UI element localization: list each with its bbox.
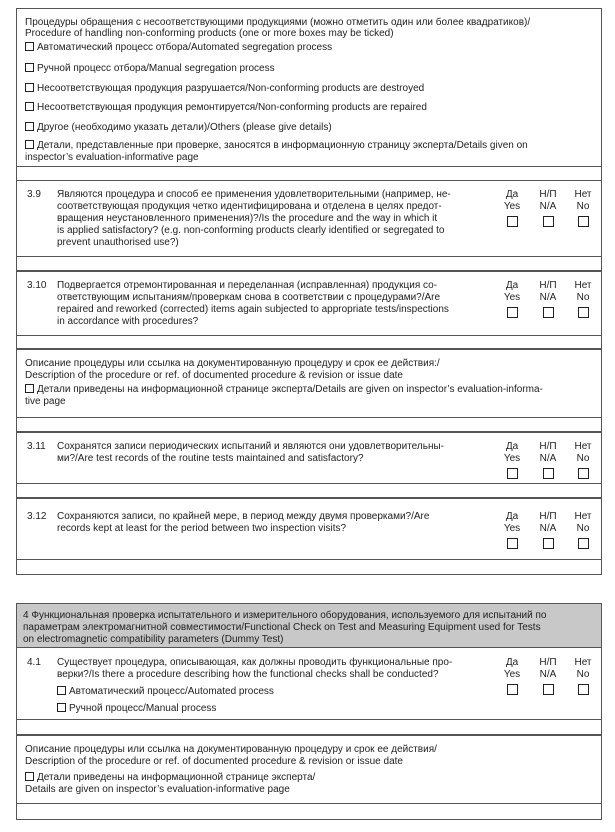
section-4-header [16, 603, 602, 648]
option-destroyed[interactable]: Несоответствующая продукция разрушается/Non-conforming products are destroyed [25, 83, 601, 95]
option-automated-segregation[interactable]: Автоматический процесс отбора/Automated segregation process [25, 42, 601, 54]
checkbox[interactable] [578, 307, 589, 318]
checkbox[interactable] [578, 468, 589, 479]
description-line-2: Description of the procedure or ref. of documented procedure & revision or issue date [25, 756, 403, 767]
question-3-12-block [16, 498, 602, 575]
checkbox[interactable] [578, 538, 589, 549]
checkbox[interactable] [543, 538, 554, 549]
answer-no[interactable]: Нет No [568, 511, 598, 552]
answer-yes[interactable]: Да Yes [497, 511, 527, 552]
checkbox[interactable] [25, 122, 34, 131]
checkbox[interactable] [507, 216, 518, 227]
question-text: Являются процедура и способ ее применения удовлетворительными (например, не- соответствующая продукция четко идентифицирована и отделена в целях предот- вращения неустановленного применения)?/Is the procedure and the way in which it is applied satisfactory? (e.g. non-conforming products clearly identified or segregated to prevent unauthorised use?) [57, 189, 451, 248]
checkbox[interactable] [507, 538, 518, 549]
divider [17, 335, 601, 336]
handling-intro-line-1: Процедуры обращения с несоответствующими продукциями (можно отметить один или более квадратиков)/ [25, 17, 531, 28]
checkbox[interactable] [25, 63, 34, 72]
details-continuation: Details are given on inspector’s evaluation-informative page [25, 784, 290, 795]
details-continuation: inspector’s evaluation-informative page [25, 152, 199, 163]
description-line-1: Описание процедуры или ссылка на документированную процедуру и срок ее действия/ [25, 744, 437, 755]
checkbox[interactable] [25, 140, 34, 149]
divider [17, 719, 601, 720]
section-4-title-line-1: 4 Функциональная проверка испытательного и измерительного оборудования, используемого для испытаний по [23, 610, 547, 621]
description-line-2: Description of the procedure or ref. of documented procedure & revision or issue date [25, 370, 403, 381]
question-3-9-block [16, 180, 602, 271]
question-3-10-block [16, 271, 602, 349]
checkbox[interactable] [578, 684, 589, 695]
option-details-on-page[interactable]: Детали приведены на информационной странице эксперта/ [25, 772, 601, 784]
divider [17, 559, 601, 560]
section-4-title-line-2: параметрам электромагнитной совместимости/Functional Check on Test and Measuring Equipment used for Tests [23, 622, 541, 633]
divider [17, 256, 601, 257]
option-others[interactable]: Другое (необходимо указать детали)/Others (please give details) [25, 122, 601, 134]
answer-na[interactable]: Н/П N/A [533, 511, 563, 552]
checkbox[interactable] [507, 684, 518, 695]
divider [17, 166, 601, 167]
question-number: 3.12 [27, 511, 47, 522]
question-number: 3.11 [27, 441, 46, 452]
checkbox[interactable] [543, 307, 554, 318]
checkbox[interactable] [57, 686, 66, 695]
checkbox[interactable] [25, 772, 34, 781]
checkbox[interactable] [507, 468, 518, 479]
checkbox[interactable] [25, 102, 34, 111]
option-details-on-page[interactable]: Детали приведены на информационной странице эксперта/Details are given on inspector’s evaluation-informa- [25, 384, 601, 396]
answer-no[interactable]: Нет No [568, 441, 598, 482]
procedure-description-block-2 [16, 735, 602, 820]
checkbox[interactable] [578, 216, 589, 227]
description-line-1: Описание процедуры или ссылка на документированную процедуру и срок ее действия:/ [25, 358, 440, 369]
question-4-1-block [16, 648, 602, 735]
answer-no[interactable]: Нет No [568, 280, 598, 321]
answer-no[interactable]: Нет No [568, 657, 598, 698]
checkbox[interactable] [543, 684, 554, 695]
answer-na[interactable]: Н/П N/A [533, 657, 563, 698]
option-manual-process[interactable]: Ручной процесс/Manual process [57, 703, 216, 715]
answer-yes[interactable]: Да Yes [497, 280, 527, 321]
checkbox[interactable] [543, 216, 554, 227]
question-text: Существует процедура, описывающая, как должны проводить функциональные про- верки?/Is there a procedure describing how the functional checks shall be conducted? [57, 657, 453, 680]
checkbox[interactable] [25, 42, 34, 51]
section-4-title-line-3: on electromagnetic compatibility parameters (Dummy Test) [23, 634, 284, 645]
option-automated-process[interactable]: Автоматический процесс/Automated process [57, 686, 274, 698]
question-text: Сохранятся записи периодических испытаний и являются они удовлетворительны- ми?/Are test records of the routine tests maintained and satisfactory? [57, 441, 444, 464]
answer-na[interactable]: Н/П N/A [533, 280, 563, 321]
checkbox[interactable] [57, 703, 66, 712]
checkbox[interactable] [507, 307, 518, 318]
question-number: 3.9 [27, 189, 41, 200]
handling-procedures-block [16, 8, 602, 195]
question-number: 4.1 [27, 657, 41, 668]
divider [17, 417, 601, 418]
option-manual-segregation[interactable]: Ручной процесс отбора/Manual segregation process [25, 63, 601, 75]
question-text: Подвергается отремонтированная и переделанная (исправленная) продукция со- ответствующим испытаниям/проверкам снова в соответствии с процедурами?/Are repaired and reworked (corrected) items again subjected to appropriate tests/inspections in accordance with procedures? [57, 280, 449, 327]
checkbox[interactable] [25, 384, 34, 393]
checkbox[interactable] [25, 83, 34, 92]
question-3-11-block [16, 432, 602, 498]
answer-yes[interactable]: Да Yes [497, 657, 527, 698]
handling-intro-line-2: Procedure of handling non-conforming products (one or more boxes may be ticked) [25, 28, 394, 39]
answer-na[interactable]: Н/П N/A [533, 189, 563, 230]
answer-no[interactable]: Нет No [568, 189, 598, 230]
divider [17, 483, 601, 484]
question-text: Сохраняются записи, по крайней мере, в период между двумя проверками?/Are records kept at least for the period between two inspection visits? [57, 511, 430, 534]
procedure-description-block [16, 349, 602, 432]
option-repaired[interactable]: Несоответствующая продукция ремонтируется/Non-conforming products are repaired [25, 102, 601, 114]
answer-na[interactable]: Н/П N/A [533, 441, 563, 482]
answer-yes[interactable]: Да Yes [497, 189, 527, 230]
question-number: 3.10 [27, 280, 47, 291]
details-continuation: tive page [25, 396, 66, 407]
option-details-given[interactable]: Детали, представленные при проверке, заносятся в информационную страницу эксперта/Details given on [25, 140, 601, 152]
answer-yes[interactable]: Да Yes [497, 441, 527, 482]
checkbox[interactable] [543, 468, 554, 479]
divider [17, 803, 601, 804]
